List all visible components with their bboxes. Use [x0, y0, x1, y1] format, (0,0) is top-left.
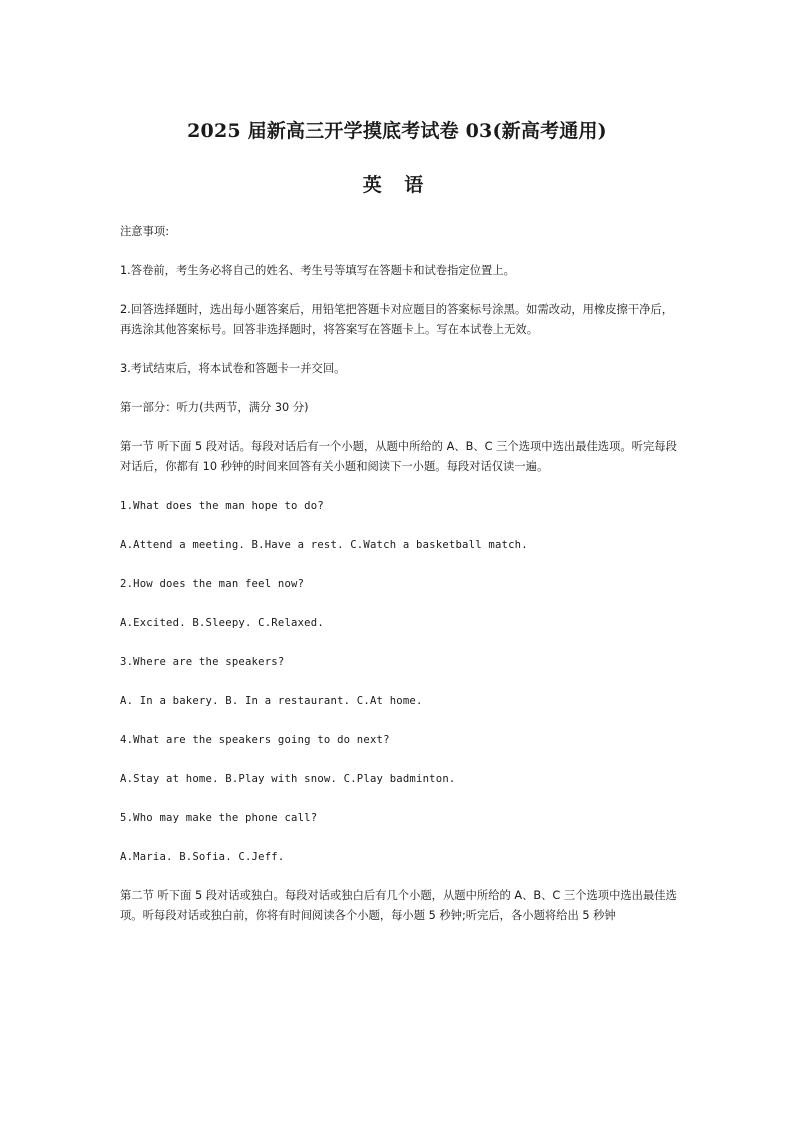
- subject-title: 英 语: [362, 174, 432, 196]
- section1-intro: 第一节 听下面 5 段对话。每段对话后有一个小题，从题中所给的 A、B、C 三个选项中选出最佳选项。听完每段对话后，你都有 10 秒钟的时间来回答有关小题和阅读下一小题。每段对话仅读一遍。: [120, 440, 677, 473]
- notice-item-2: 2.回答选择题时，选出每小题答案后，用铅笔把答题卡对应题目的答案标号涂黑。如需改动，用橡皮擦干净后，再选涂其他答案标号。回答非选择题时，将答案写在答题卡上。写在本试卷上无效。: [120, 303, 674, 336]
- notice-item-3: 3.考试结束后，将本试卷和答题卡一并交回。: [120, 362, 346, 375]
- question-5-options: A.Maria. B.Sofia. C.Jeff.: [120, 851, 285, 863]
- question-1-options: A.Attend a meeting. B.Have a rest. C.Watch a basketball match.: [120, 539, 528, 551]
- document-body: [120, 222, 680, 945]
- part1-heading: 第一部分：听力(共两节，满分 30 分): [120, 401, 309, 414]
- question-2: 2.How does the man feel now?: [120, 578, 305, 590]
- question-3-options: A. In a bakery. B. In a restaurant. C.At home.: [120, 695, 423, 707]
- question-4: 4.What are the speakers going to do next?: [120, 734, 390, 746]
- question-2-options: A.Excited. B.Sleepy. C.Relaxed.: [120, 617, 324, 629]
- exam-title: 2025 届新高三开学摸底考试卷 03(新高考通用): [187, 120, 607, 142]
- question-4-options: A.Stay at home. B.Play with snow. C.Play badminton.: [120, 773, 456, 785]
- question-5: 5.Who may make the phone call?: [120, 812, 318, 824]
- section2-intro: 第二节 听下面 5 段对话或独白。每段对话或独白后有几个小题，从题中所给的 A、B、C 三个选项中选出最佳选项。听每段对话或独白前，你将有时间阅读各个小题，每小题 5 秒钟;听完后，各小题将给出 5 秒钟: [120, 889, 677, 922]
- notice-item-1: 1.答卷前，考生务必将自己的姓名、考生号等填写在答题卡和试卷指定位置上。: [120, 264, 515, 277]
- question-3: 3.Where are the speakers?: [120, 656, 285, 668]
- notice-heading: 注意事项:: [120, 225, 169, 238]
- question-1: 1.What does the man hope to do?: [120, 500, 324, 512]
